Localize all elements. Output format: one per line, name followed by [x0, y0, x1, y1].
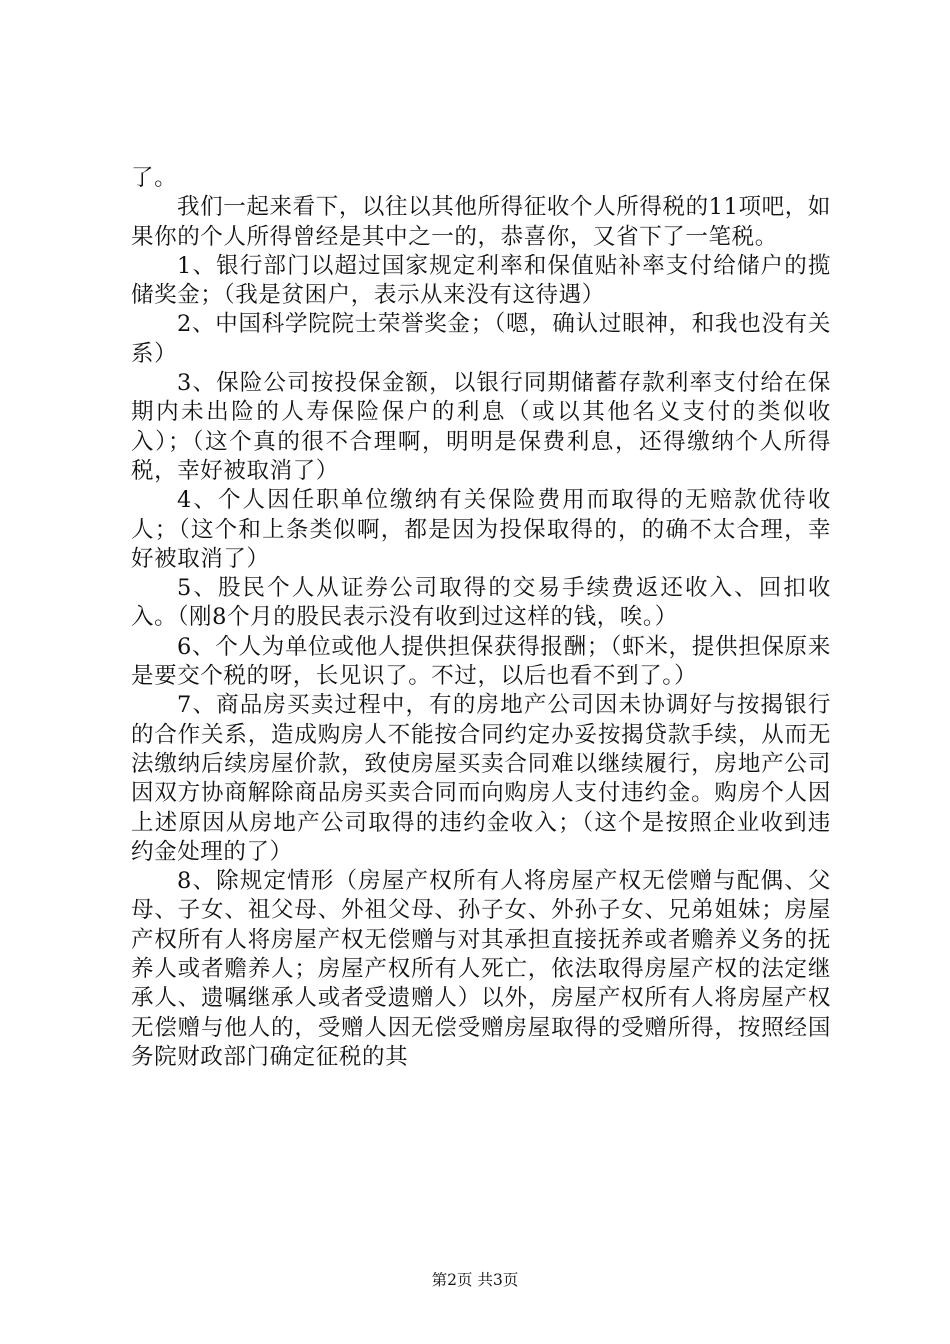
- list-item-1: 1、银行部门以超过国家规定利率和保值贴补率支付给储户的揽储奖金；（我是贫困户，表示从来没有这待遇）: [131, 252, 831, 309]
- list-item-6: 6、个人为单位或他人提供担保获得报酬；（虾米，提供担保原来是要交个税的呀，长见识了。不过，以后也看不到了。）: [131, 633, 831, 690]
- list-item-8: 8、除规定情形（房屋产权所有人将房屋产权无偿赠与配偶、父母、子女、祖父母、外祖父母、孙子女、外孙子女、兄弟姐妹；房屋产权所有人将房屋产权无偿赠与对其承担直接抚养或者赡养义务的抚养人或者赡养人；房屋产权所有人死亡，依法取得房屋产权的法定继承人、遗嘱继承人或者受遗赠人）以外，房屋产权所有人将房屋产权无偿赠与他人的，受赠人因无偿受赠房屋取得的受赠所得，按照经国务院财政部门确定征税的其: [131, 868, 831, 1070]
- list-item-3: 3、保险公司按投保金额，以银行同期储蓄存款利率支付给在保期内未出险的人寿保险保户的利息（或以其他名义支付的类似收入）；（这个真的很不合理啊，明明是保费利息，还得缴纳个人所得税，幸好被取消了）: [131, 370, 831, 484]
- document-body: [131, 164, 831, 1072]
- page-footer: 第2页 共3页: [431, 1271, 519, 1289]
- paragraph-intro: 我们一起来看下，以往以其他所得征收个人所得税的11项吧，如果你的个人所得曾经是其中之一的，恭喜你，又省下了一笔税。: [131, 194, 831, 250]
- paragraph-continuation: 了。: [131, 165, 178, 191]
- list-item-7: 7、商品房买卖过程中，有的房地产公司因未协调好与按揭银行的合作关系，造成购房人不能按合同约定办妥按揭贷款手续，从而无法缴纳后续房屋价款，致使房屋买卖合同难以继续履行，房地产公司因双方协商解除商品房买卖合同而向购房人支付违约金。购房个人因上述原因从房地产公司取得的违约金收入；（这个是按照企业收到违约金处理的了）: [131, 692, 831, 865]
- list-item-2: 2、中国科学院院士荣誉奖金；（嗯，确认过眼神，和我也没有关系）: [131, 311, 831, 367]
- list-item-4: 4、个人因任职单位缴纳有关保险费用而取得的无赔款优待收人；（这个和上条类似啊，都是因为投保取得的，的确不太合理，幸好被取消了）: [131, 487, 831, 572]
- list-item-5: 5、股民个人从证券公司取得的交易手续费返还收入、回扣收入。（刚8个月的股民表示没有收到过这样的钱，唉。）: [131, 575, 831, 631]
